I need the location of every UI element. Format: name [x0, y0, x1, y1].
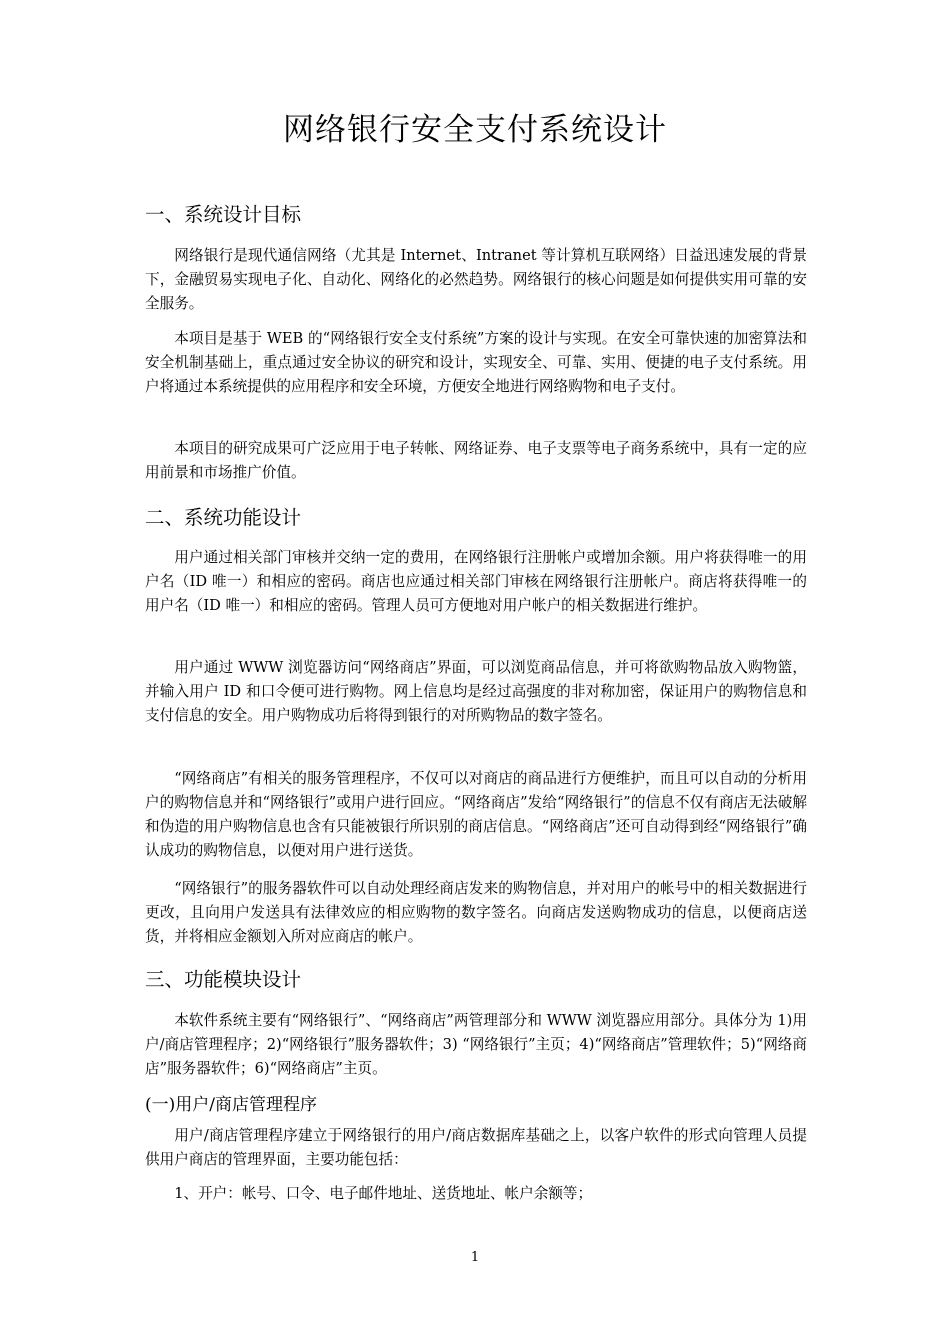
paragraph: “网络银行”的服务器软件可以自动处理经商店发来的购物信息，并对用户的帐号中的相关数据进行更改，且向用户发送具有法律效应的相应购物的数字签名。向商店发送购物成功的信息，以便商店送货，并将相应金额划入所对应商店的帐户。: [145, 880, 807, 945]
section-heading-goals: 一、系统设计目标: [145, 203, 302, 226]
subsection-heading-user-store-manager: (一)用户/商店管理程序: [145, 1095, 317, 1115]
paragraph: 网络银行是现代通信网络（尤其是 Internet、Intranet 等计算机互联网络）日益迅速发展的背景下，金融贸易实现电子化、自动化、网络化的必然趋势。网络银行的核心问题是如何提供实用可靠的安全服务。: [145, 247, 807, 312]
paragraph: “网络商店”有相关的服务管理程序，不仅可以对商店的商品进行方便维护，而且可以自动的分析用户的购物信息并和“网络银行”或用户进行回应。“网络商店”发给“网络银行”的信息不仅有商店无法破解和伪造的用户购物信息也含有只能被银行所识别的商店信息。“网络商店”还可自动得到经“网络银行”确认成功的购物信息，以便对用户进行送货。: [145, 770, 807, 859]
list-item: 1、开户：帐号、口令、电子邮件地址、送货地址、帐户余额等；: [174, 1185, 593, 1202]
paragraph: 用户通过相关部门审核并交纳一定的费用，在网络银行注册帐户或增加余额。用户将获得唯一的用户名（ID 唯一）和相应的密码。商店也应通过相关部门审核在网络银行注册帐户。商店将获得唯一的用户名（ID 唯一）和相应的密码。管理人员可方便地对用户帐户的相关数据进行维护。: [145, 549, 807, 614]
paragraph: 本项目的研究成果可广泛应用于电子转帐、网络证券、电子支票等电子商务系统中，具有一定的应用前景和市场推广价值。: [145, 440, 807, 481]
document-title: 网络银行安全支付系统设计: [283, 112, 667, 148]
page-number: 1: [470, 1250, 480, 1265]
paragraph: 用户/商店管理程序建立于网络银行的用户/商店数据库基础之上，以客户软件的形式向管理人员提供用户商店的管理界面，主要功能包括：: [145, 1127, 807, 1168]
section-heading-functions: 二、系统功能设计: [145, 506, 302, 529]
paragraph: 本项目是基于 WEB 的“网络银行安全支付系统”方案的设计与实现。在安全可靠快速的加密算法和安全机制基础上，重点通过安全协议的研究和设计，实现安全、可靠、实用、便捷的电子支付系统。用户将通过本系统提供的应用程序和安全环境，方便安全地进行网络购物和电子支付。: [145, 330, 807, 395]
paragraph: 用户通过 WWW 浏览器访问“网络商店”界面，可以浏览商品信息，并可将欲购物品放入购物篮，并输入用户 ID 和口令便可进行购物。网上信息均是经过高强度的非对称加密，保证用户的购物信息和支付信息的安全。用户购物成功后将得到银行的对所购物品的数字签名。: [145, 659, 807, 724]
section-heading-modules: 三、功能模块设计: [145, 968, 302, 991]
paragraph: 本软件系统主要有“网络银行”、“网络商店”两管理部分和 WWW 浏览器应用部分。具体分为 1)用户/商店管理程序；2)“网络银行”服务器软件；3) “网络银行”主页；4)“网络商店”管理软件；5)“网络商店”服务器软件；6)“网络商店”主页。: [145, 1012, 807, 1077]
